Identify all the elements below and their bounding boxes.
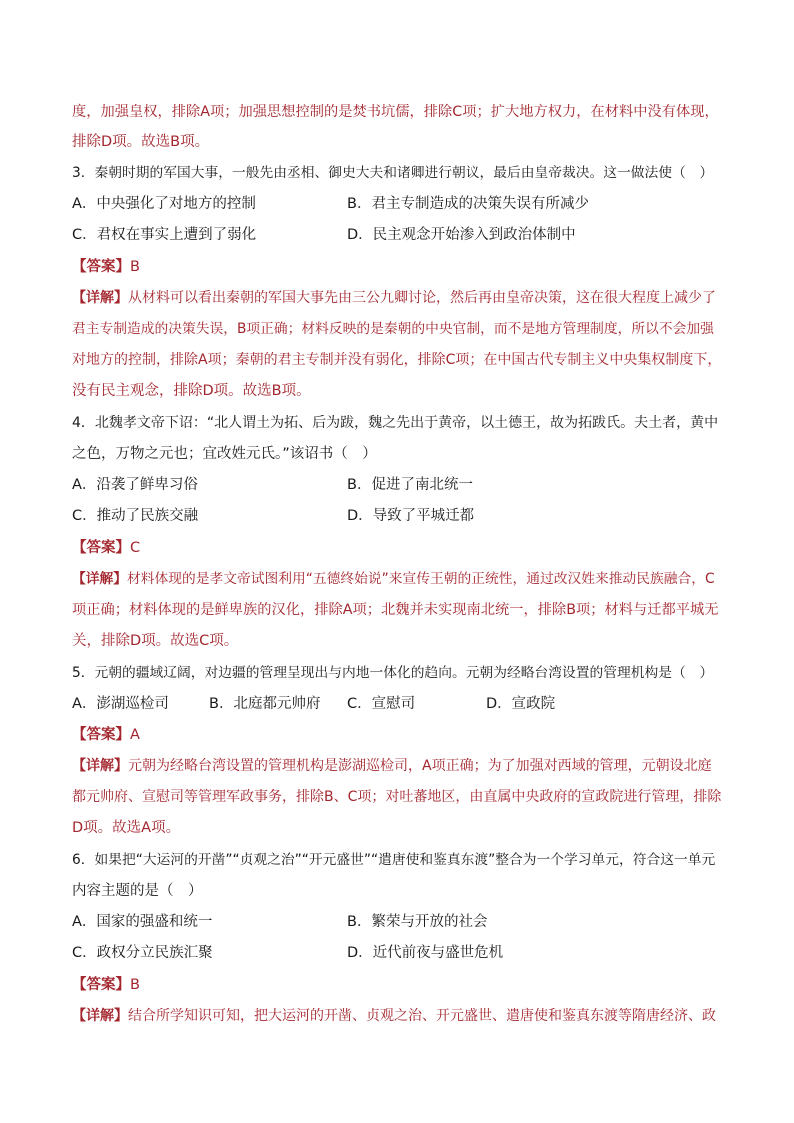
question-5-option-a: A．澎湖巡检司 xyxy=(72,696,169,712)
detail-tag: 【详解】 xyxy=(72,1008,128,1024)
question-5-option-c: C．宣慰司 xyxy=(347,696,416,712)
detail-text: 结合所学知识可知，把大运河的开凿、贞观之治、开元盛世、遣唐使和鉴真东渡等隋唐经济、政 xyxy=(128,1008,716,1024)
question-4-detail-line: 关，排除D项。故选C项。 xyxy=(72,633,239,649)
detail-tag: 【详解】 xyxy=(72,571,128,587)
question-6-stem: 6．如果把“大运河的开凿”“贞观之治”“开元盛世”“遣唐使和鉴真东渡”整合为一个学习单元，符合这一单元 xyxy=(72,852,716,868)
detail-text: 元朝为经略台湾设置的管理机构是澎湖巡检司，A项正确；为了加强对西域的管理，元朝设北庭 xyxy=(128,758,712,774)
question-3-answer xyxy=(72,257,140,277)
answer-value: C xyxy=(130,540,141,556)
question-3-detail-line: 没有民主观念，排除D项。故选B项。 xyxy=(72,383,311,399)
question-6-option-d: D．近代前夜与盛世危机 xyxy=(347,945,504,961)
question-6-answer xyxy=(72,975,140,995)
question-3-option-a: A．中央强化了对地方的控制 xyxy=(72,196,256,212)
answer-value: B xyxy=(130,977,140,993)
detail-text: 材料体现的是孝文帝试图利用“五德终始说”来宣传王朝的正统性，通过改汉姓来推动民族融合，C xyxy=(127,571,715,587)
question-4-option-b: B．促进了南北统一 xyxy=(347,477,473,493)
question-3-detail-line: 君主专制造成的决策失误，B项正确；材料反映的是秦朝的中央官制，而不是地方管理制度，所以不会加强 xyxy=(72,321,714,337)
question-3-option-d: D．民主观念开始渗入到政治体制中 xyxy=(347,227,576,243)
question-6-option-a: A．国家的强盛和统一 xyxy=(72,914,213,930)
answer-tag: 【答案】 xyxy=(72,540,130,556)
answer-tag: 【答案】 xyxy=(72,259,130,275)
question-4-answer xyxy=(72,538,140,558)
question-3-stem: 3．秦朝时期的军国大事，一般先由丞相、御史大夫和诸卿进行朝议，最后由皇帝裁决。这一做法使（ ） xyxy=(72,165,714,181)
question-3-option-c: C．君权在事实上遭到了弱化 xyxy=(72,227,257,243)
question-4-stem: 4．北魏孝文帝下诏：“北人谓土为拓、后为跋，魏之先出于黄帝，以土德王，故为拓跋氏。夫土者，黄中 xyxy=(72,415,719,431)
question-3-detail xyxy=(72,288,716,308)
question-5-stem: 5．元朝的疆域辽阔，对边疆的管理呈现出与内地一体化的趋向。元朝为经略台湾设置的管理机构是（ ） xyxy=(72,665,714,681)
question-3-option-b: B．君主专制造成的决策失误有所减少 xyxy=(347,196,589,212)
question-6-detail xyxy=(72,1006,716,1026)
question-5-detail-line: 都元帅府、宣慰司等管理军政事务，排除B、C项；对吐蕃地区，由直属中央政府的宣政院进行管理，排除 xyxy=(72,789,722,805)
detail-tag: 【详解】 xyxy=(72,290,128,306)
question-6-option-c: C．政权分立民族汇聚 xyxy=(72,945,213,961)
detail-tag: 【详解】 xyxy=(72,758,128,774)
question-6-option-b: B．繁荣与开放的社会 xyxy=(347,914,488,930)
answer-tag: 【答案】 xyxy=(72,727,130,743)
question-4-option-d: D．导致了平城迁都 xyxy=(347,508,475,524)
continuation-line: 排除D项。故选B项。 xyxy=(72,134,210,150)
question-5-option-d: D．宣政院 xyxy=(486,696,556,712)
answer-value: A xyxy=(130,727,140,743)
question-5-option-b: B．北庭都元帅府 xyxy=(209,696,321,712)
question-3-detail-line: 对地方的控制，排除A项；秦朝的君主专制并没有弱化，排除C项；在中国古代专制主义中央集权制度下， xyxy=(72,352,722,368)
question-4-stem-line: 之色，万物之元也；宜改姓元氏。”该诏书（ ） xyxy=(72,446,377,462)
question-4-option-c: C．推动了民族交融 xyxy=(72,508,199,524)
question-4-detail-line: 项正确；材料体现的是鲜卑族的汉化，排除A项；北魏并未实现南北统一，排除B项；材料与迁都平城无 xyxy=(72,602,719,618)
detail-text: 从材料可以看出秦朝的军国大事先由三公九卿讨论，然后再由皇帝决策，这在很大程度上减少了 xyxy=(128,290,716,306)
answer-tag: 【答案】 xyxy=(72,977,130,993)
question-5-detail-line: D项。故选A项。 xyxy=(72,820,181,836)
continuation-line: 度，加强皇权，排除A项；加强思想控制的是焚书坑儒，排除C项；扩大地方权力，在材料中没有体现， xyxy=(72,104,719,120)
question-4-detail xyxy=(72,569,715,589)
question-4-option-a: A．沿袭了鲜卑习俗 xyxy=(72,477,198,493)
question-6-stem-line: 内容主题的是（ ） xyxy=(72,883,203,899)
question-5-detail xyxy=(72,756,712,776)
answer-value: B xyxy=(130,259,140,275)
question-5-answer xyxy=(72,725,140,745)
